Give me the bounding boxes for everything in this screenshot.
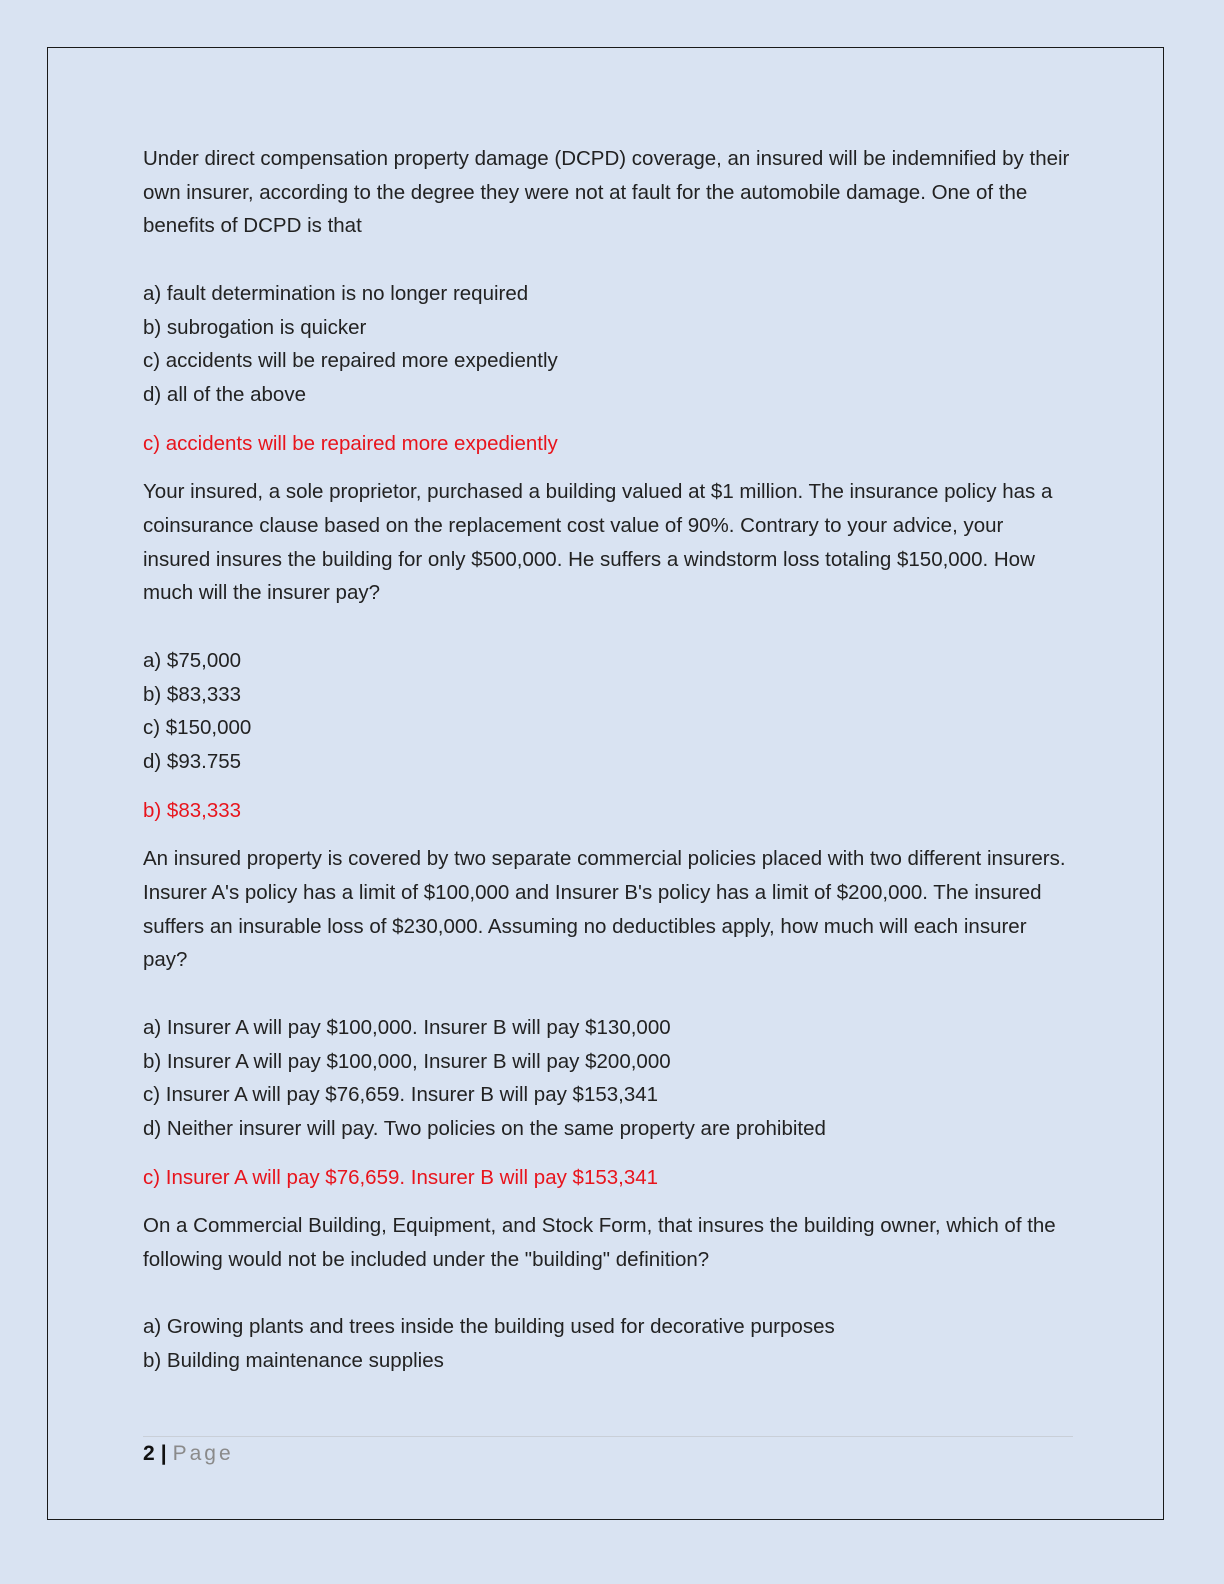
question-3-option-d: d) Neither insurer will pay. Two policies on the same property are prohibited: [143, 1116, 826, 1140]
question-4-stem: On a Commercial Building, Equipment, and Stock Form, that insures the building owner, which of the following would not be included under the "building" definition?: [143, 1214, 1056, 1272]
document-body: [143, 142, 1073, 1378]
question-1: [143, 142, 1073, 460]
question-2: [143, 475, 1073, 827]
question-1-option-b: b) subrogation is quicker: [143, 315, 367, 339]
page-number: 2: [143, 1442, 155, 1465]
question-4-option-b: b) Building maintenance supplies: [143, 1349, 444, 1373]
question-2-answer: b) $83,333: [143, 798, 242, 822]
question-3-option-c: c) Insurer A will pay $76,659. Insurer B will pay $153,341: [143, 1083, 659, 1107]
footer-separator: |: [160, 1442, 167, 1465]
question-1-option-d: d) all of the above: [143, 382, 306, 406]
footer-divider: [143, 1436, 1073, 1437]
question-3: [143, 842, 1073, 1194]
question-3-option-a: a) Insurer A will pay $100,000. Insurer B will pay $130,000: [143, 1015, 671, 1039]
question-2-option-c: c) $150,000: [143, 716, 252, 740]
question-2-option-a: a) $75,000: [143, 648, 242, 672]
question-3-answer: c) Insurer A will pay $76,659. Insurer B will pay $153,341: [143, 1165, 659, 1189]
question-2-stem: Your insured, a sole proprietor, purchased a building valued at $1 million. The insurance policy has a coinsurance clause based on the replacement cost value of 90%. Contrary to your advice, your insured insures the building for only $500,000. He suffers a windstorm loss totaling $150,000. How much will the insurer pay?: [143, 480, 1053, 605]
question-4: [143, 1209, 1073, 1378]
question-3-stem: An insured property is covered by two separate commercial policies placed with two different insurers. Insurer A's policy has a limit of $100,000 and Insurer B's policy has a limit of $200,000. The insured suffers an insurable loss of $230,000. Assuming no deductibles apply, how much will each insurer pay?: [143, 847, 1066, 972]
question-1-option-c: c) accidents will be repaired more expediently: [143, 349, 558, 373]
question-1-stem: Under direct compensation property damage (DCPD) coverage, an insured will be indemnified by their own insurer, according to the degree they were not at fault for the automobile damage. One of the benefits of DCPD is that: [143, 147, 1070, 238]
question-1-answer: c) accidents will be repaired more expediently: [143, 431, 558, 455]
question-4-option-a: a) Growing plants and trees inside the building used for decorative purposes: [143, 1315, 835, 1339]
question-2-option-b: b) $83,333: [143, 682, 242, 706]
page-footer: [143, 1440, 234, 1468]
question-3-option-b: b) Insurer A will pay $100,000, Insurer B will pay $200,000: [143, 1049, 671, 1073]
question-2-option-d: d) $93.755: [143, 749, 242, 773]
page-label: Page: [172, 1442, 234, 1465]
question-1-option-a: a) fault determination is no longer required: [143, 281, 529, 305]
